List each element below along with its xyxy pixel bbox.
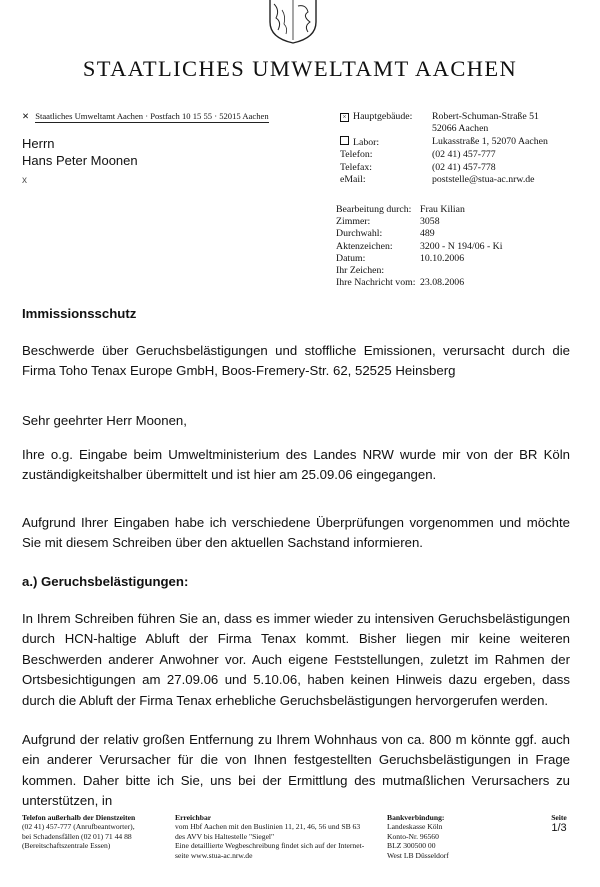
checked-box-icon: ×	[340, 113, 349, 122]
contact-value[interactable]: poststelle@stua-ac.nrw.de	[432, 174, 535, 186]
footer-phone-line: (02 41) 457-777 (Anrufbeantworter),	[22, 822, 135, 832]
contact-row	[340, 162, 548, 174]
processing-value: 10.10.2006	[420, 252, 465, 264]
contact-block	[340, 111, 548, 186]
footer-directions-line: des AVV bis Haltestelle "Siegel"	[175, 831, 275, 841]
processing-label: Ihre Nachricht vom:	[336, 277, 416, 289]
processing-value: 23.08.2006	[420, 277, 465, 289]
footer-bank-heading: Bankverbindung:	[387, 813, 445, 822]
processing-value: 489	[420, 228, 435, 240]
recipient-name: Hans Peter Moonen	[22, 153, 138, 168]
contact-label	[340, 149, 432, 161]
processing-label: Aktenzeichen:	[336, 240, 393, 252]
footer-bank-line: West LB Düsseldorf	[387, 850, 449, 860]
footer-phone-line: bei Schadensfällen (02 01) 71 44 88	[22, 831, 132, 841]
sender-return-address	[22, 111, 269, 122]
processing-value: 3200 - N 194/06 - Ki	[420, 240, 503, 252]
empty-box-icon	[340, 136, 349, 145]
contact-value: Robert-Schuman-Straße 51	[432, 111, 539, 122]
office-title: STAATLICHES UMWELTAMT AACHEN	[82, 56, 518, 81]
footer-bank-line: Landeskasse Köln	[387, 822, 443, 832]
footer-page-heading: Seite	[551, 813, 567, 822]
footer-bank-column	[387, 813, 507, 860]
paragraph-inspections: Aufgrund Ihrer Eingaben habe ich verschiedene Überprüfungen vorgenommen und möchte Sie mit diesem Schreiben über den aktuellen Sachstand informieren.	[22, 515, 570, 551]
processing-block	[336, 204, 502, 289]
processing-row	[336, 228, 502, 240]
processing-label: Ihr Zeichen:	[336, 265, 385, 277]
contact-label-text: Telefon:	[340, 149, 373, 161]
contact-row	[340, 123, 548, 135]
processing-row	[336, 265, 502, 277]
footer-phone-line: (Bereitschaftszentrale Essen)	[22, 841, 111, 851]
contact-value: (02 41) 457-778	[432, 161, 496, 173]
coat-of-arms-icon	[262, 0, 324, 44]
contact-label	[340, 136, 432, 149]
complaint-paragraph: Beschwerde über Geruchsbelästigungen und stoffliche Emissionen, verursacht durch die Firma Toho Tenax Europe GmbH, Boos-Fremery-Str. 62, 52525 Heinsberg	[22, 343, 570, 379]
processing-row	[336, 216, 502, 228]
processing-row	[336, 241, 502, 253]
processing-row	[336, 277, 502, 289]
footer-page-column	[534, 813, 584, 835]
recipient-salutation: Herrn	[22, 136, 55, 151]
footer-directions-line: seite www.stua-ac.nrw.de	[175, 850, 253, 860]
contact-label	[340, 123, 432, 135]
contact-row	[340, 136, 548, 149]
contact-label-text: Hauptgebäude:	[353, 111, 413, 122]
recipient-mark: x	[22, 175, 27, 186]
footer-directions-line: vom Hbf Aachen mit den Buslinien 11, 21, 46, 56 und SB 63	[175, 822, 361, 832]
processing-value: 3058	[420, 216, 440, 228]
sender-address-text: Staatliches Umweltamt Aachen · Postfach 10 15 55 · 52015 Aachen	[35, 111, 269, 121]
recipient-block	[22, 135, 138, 169]
contact-value: Lukasstraße 1, 52070 Aachen	[432, 135, 548, 147]
processing-label: Bearbeitung durch:	[336, 204, 412, 215]
footer-bank-line: Konto-Nr. 96560	[387, 831, 439, 841]
processing-label: Datum:	[336, 252, 366, 264]
footer-directions-heading: Erreichbar	[175, 813, 212, 822]
paragraph-forwarding: Ihre o.g. Eingabe beim Umweltministerium des Landes NRW wurde mir von der BR Köln zuständigkeitshalber übermittelt und ist hier am 25.09.06 eingegangen.	[22, 447, 570, 483]
footer-phone-heading: Telefon außerhalb der Dienstzeiten	[22, 813, 136, 822]
contact-label-text: Telefax:	[340, 161, 372, 173]
paragraph-odour-findings: In Ihrem Schreiben führen Sie an, dass es immer wieder zu intensiven Geruchsbelästigungen durch HCN-haltige Abluft der Firma Tenax kommt. Bisher liegen mir keine weiteren Beschwerden anderer Anwohner vor. Auch eigene Feststellungen, zuletzt im Rahmen der Ortsbesichtigungen am 27.09.06 und 5.10.06, haben keinen Hinweis dazu ergeben, dass durch die Abluft der Firma Tenax erhebliche Geruchsbelästigungen hervorgerufen werden.	[22, 611, 570, 708]
processing-label: Zimmer:	[336, 216, 371, 228]
contact-value: 52066 Aachen	[432, 123, 489, 135]
page-number: 1/3	[551, 822, 567, 835]
paragraph-distance: Aufgrund der relativ großen Entfernung zu Ihrem Wohnhaus von ca. 800 m könnte ggf. auch ein anderer Verursacher für die von Ihnen festgestellten Geruchsbelästigungen in Frage kommen. Daher bitte ich Sie, uns bei der Ermittlung des mutmaßlichen Verursachers zu unterstützen, in	[22, 732, 570, 809]
contact-label-text: Labor:	[353, 136, 380, 148]
processing-label: Durchwahl:	[336, 228, 383, 240]
footer-directions-line: Eine detaillierte Wegbeschreibung findet sich auf der Internet-	[175, 841, 365, 851]
contact-row	[340, 111, 548, 123]
processing-row	[336, 204, 502, 216]
section-heading-odour: a.) Geruchsbelästigungen:	[22, 574, 189, 589]
sender-mark: ✕	[22, 111, 30, 121]
subject-heading: Immissionsschutz	[22, 306, 137, 321]
contact-row	[340, 174, 548, 186]
footer-bank-line: BLZ 300500 00	[387, 841, 436, 851]
contact-row	[340, 149, 548, 161]
contact-label	[340, 111, 432, 123]
letter-salutation: Sehr geehrter Herr Moonen,	[22, 413, 187, 428]
processing-row	[336, 253, 502, 265]
contact-label-text: eMail:	[340, 174, 366, 186]
footer-phone-column	[22, 813, 172, 851]
processing-value: Frau Kilian	[420, 204, 465, 215]
footer-directions-column	[175, 813, 375, 860]
contact-value: (02 41) 457-777	[432, 149, 496, 161]
contact-label	[340, 174, 432, 186]
contact-label	[340, 162, 432, 174]
